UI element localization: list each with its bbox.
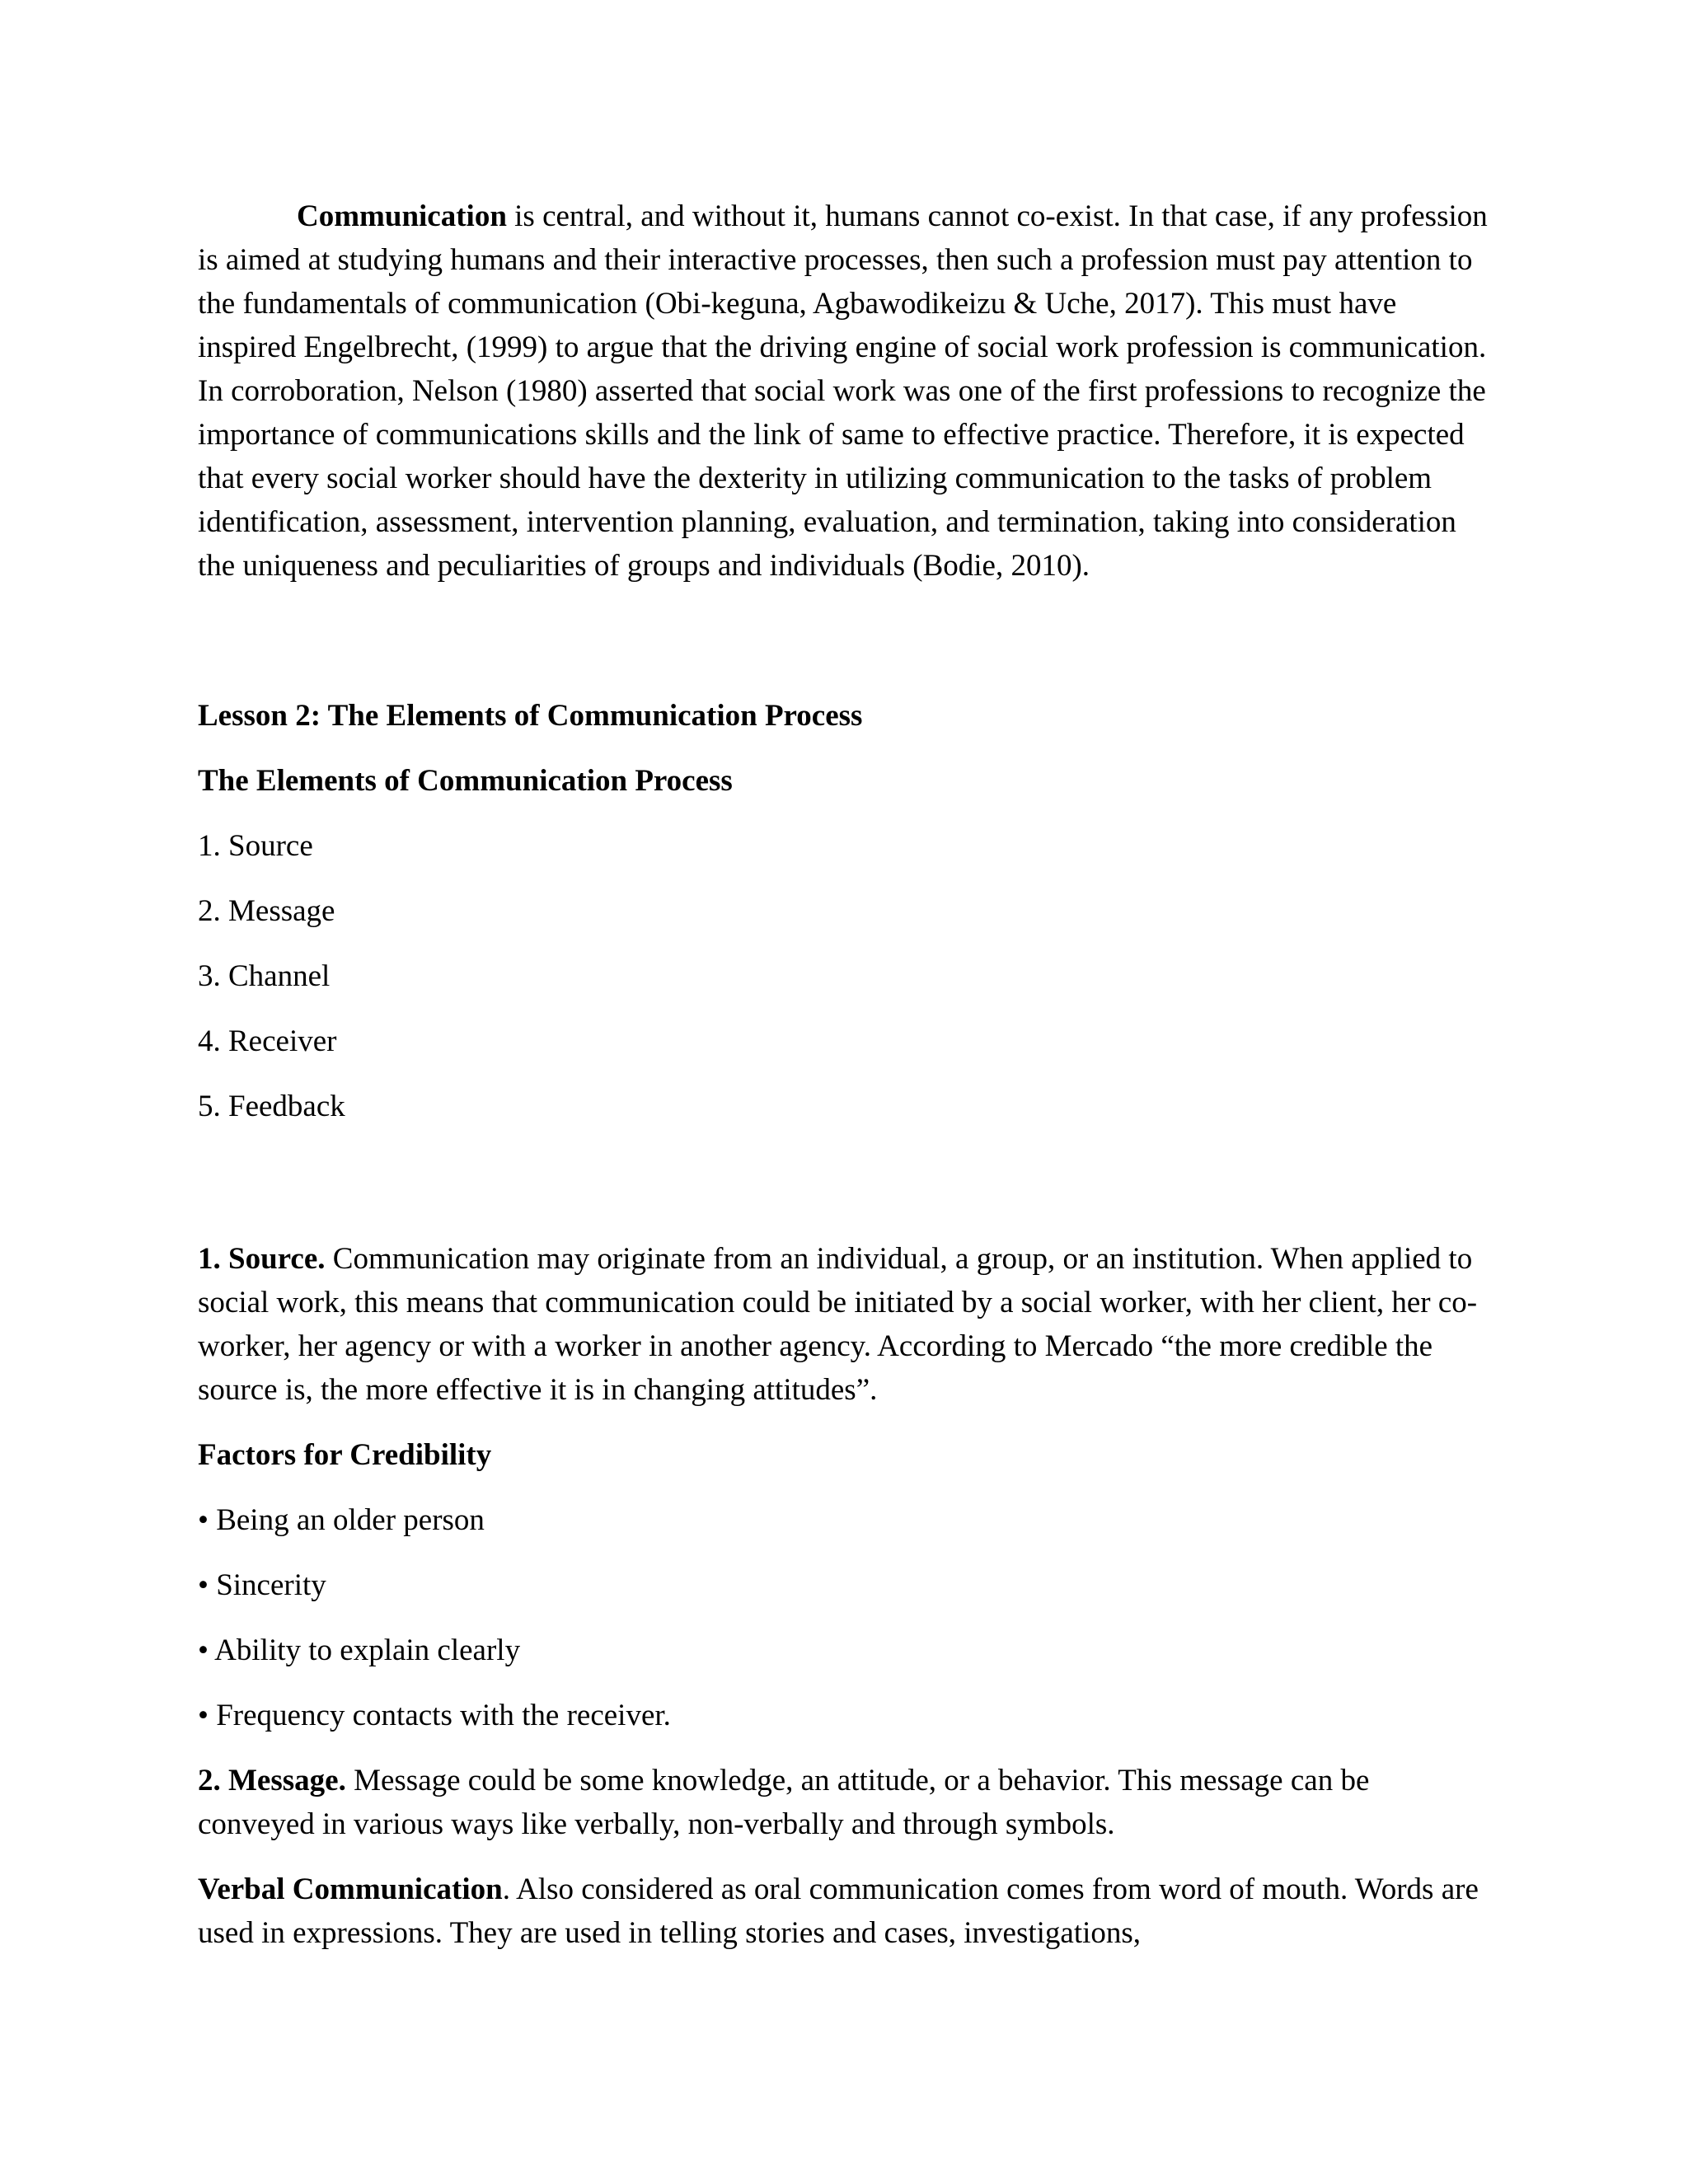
credibility-item: • Sincerity [198,1568,326,1602]
credibility-item: • Being an older person [198,1503,485,1537]
lesson-title: Lesson 2: The Elements of Communication Process [198,699,863,733]
credibility-item: • Frequency contacts with the receiver. [198,1699,671,1732]
element-item-channel: 3. Channel [198,959,331,993]
verbal-text: . Also considered as oral communication comes from word of mouth. Words are used in expressions. They are used in telling stories and cases, investigations, [198,1872,1479,1950]
message-text: Message could be some knowledge, an attitude, or a behavior. This message can be conveyed in various ways like verbally, non-verbally and through symbols. [198,1764,1370,1841]
element-item-receiver: 4. Receiver [198,1024,337,1058]
message-lead-term: 2. Message. [198,1764,346,1797]
lesson-subtitle: The Elements of Communication Process [198,764,733,798]
element-item-feedback: 5. Feedback [198,1090,345,1123]
credibility-title: Factors for Credibility [198,1438,492,1472]
element-item-source: 1. Source [198,829,313,863]
page-content [198,194,1492,1955]
source-paragraph [198,1237,1492,1412]
intro-paragraph [198,194,1492,588]
credibility-item: • Ability to explain clearly [198,1633,521,1667]
verbal-lead-term: Verbal Communication [198,1872,503,1906]
intro-text: is central, and without it, humans cannot co-exist. In that case, if any profession is aimed at studying humans and their interactive processes, then such a profession must pay attention to the fundamentals of communication (Obi-keguna, Agbawodikeizu & Uche, 2017). This must have inspired Engelbrecht, (1999) to argue that the driving engine of social work profession is communication. In corroboration, Nelson (1980) asserted that social work was one of the first professions to recognize the importance of communications skills and the link of same to effective practice. Therefore, it is expected that every social worker should have the dexterity in utilizing communication to the tasks of problem identification, assessment, intervention planning, evaluation, and termination, taking into consideration the uniqueness and peculiarities of groups and individuals (Bodie, 2010). [198,199,1488,583]
source-text: Communication may originate from an individual, a group, or an institution. When applied to social work, this means that communication could be initiated by a social worker, with her client, her co-worker, her agency or with a worker in another agency. According to Mercado “the more credible the source is, the more effective it is in changing attitudes”. [198,1242,1478,1407]
source-lead-term: 1. Source. [198,1242,326,1276]
verbal-paragraph [198,1868,1492,1955]
message-paragraph [198,1759,1492,1846]
element-item-message: 2. Message [198,894,335,928]
intro-lead-term: Communication [297,199,507,233]
